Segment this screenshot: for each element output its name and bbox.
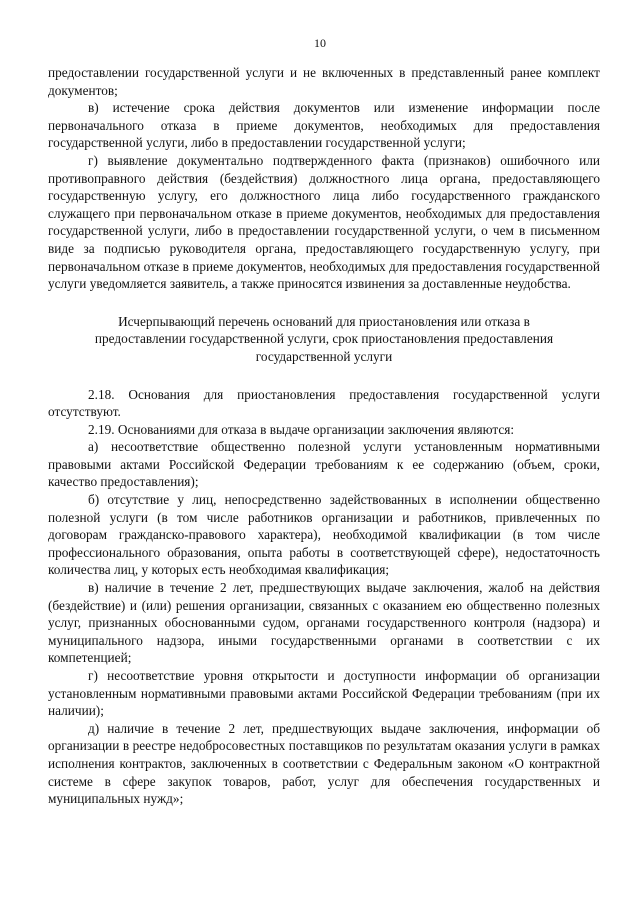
paragraph-2-19-b: б) отсутствие у лиц, непосредственно задействованных в исполнении общественно полезной услуги (в том числе работников организации и работников, привлеченных по договорам гражданско-правового характера), необходимой квалификации (в том числе профессионального образования, опыта работы в соответствующей сфере), недостаточность количества лиц, у которых есть необходимая квалификация; [48,492,600,578]
paragraph-continuation: предоставлении государственной услуги и не включенных в представленный ранее комплект документов; [48,65,600,98]
paragraph-item-v: в) истечение срока действия документов или изменение информации после первоначального отказа в приеме документов, необходимых для предоставления государственной услуги, либо в предоставлении государственной услуги; [48,100,600,151]
heading-line-2: предоставлении государственной услуги, срок приостановления предоставления [94,331,554,347]
paragraph-item-g: г) выявление документально подтвержденного факта (признаков) ошибочного или противоправного действия (бездействия) должностного лица органа, предоставляющего государственную услугу, его должностного лица либо государственного гражданского служащего при первоначальном отказе в приеме документов, необходимых для предоставления государственной услуги, либо в предоставлении государственной услуги, о чем в письменном виде за подписью руководителя органа, предоставляющего государственную услугу, при первоначальном отказе в приеме документов, необходимых для предоставления государственной услуги уведомляется заявитель, а также приносятся извинения за доставленные неудобства. [48,152,600,292]
section-heading [48,313,600,366]
paragraph-2-19-d: д) наличие в течение 2 лет, предшествующих выдаче заключения, информации об организации в реестре недобросовестных поставщиков по результатам оказания услуги в рамках исполнения контрактов, заключенных в соответствии с Федеральным законом «О контрактной системе в сфере закупок товаров, работ, услуг для обеспечения государственных и муниципальных нужд»; [48,720,600,807]
heading-line-1: Исчерпывающий перечень оснований для приостановления или отказа в [118,313,530,329]
page-number: 10 [314,36,326,50]
heading-line-3: государственной услуги [255,348,393,364]
paragraph-2-19-a: а) несоответствие общественно полезной услуги установленным нормативными правовыми актами Российской Федерации требованиям к ее содержанию (объем, сроки, качество предоставления); [48,439,600,490]
paragraph-2-19-v: в) наличие в течение 2 лет, предшествующих выдаче заключения, жалоб на действия (бездействие) и (или) решения организации, связанных с оказанием ею общественно полезных услуг, признанных обоснованными судом, органами государственного контроля (надзора) и муниципального надзора, иными государственными органами в соответствии с их компетенцией; [48,580,600,666]
document-body [48,64,600,808]
paragraph-2-19: 2.19. Основаниями для отказа в выдаче организации заключения являются: [88,421,515,437]
paragraph-2-18: 2.18. Основания для приостановления предоставления государственной услуги отсутствуют. [48,386,600,420]
paragraph-2-19-g: г) несоответствие уровня открытости и доступности информации об организации установленным нормативными правовыми актами Российской Федерации требованиям (при их наличии); [48,668,600,719]
